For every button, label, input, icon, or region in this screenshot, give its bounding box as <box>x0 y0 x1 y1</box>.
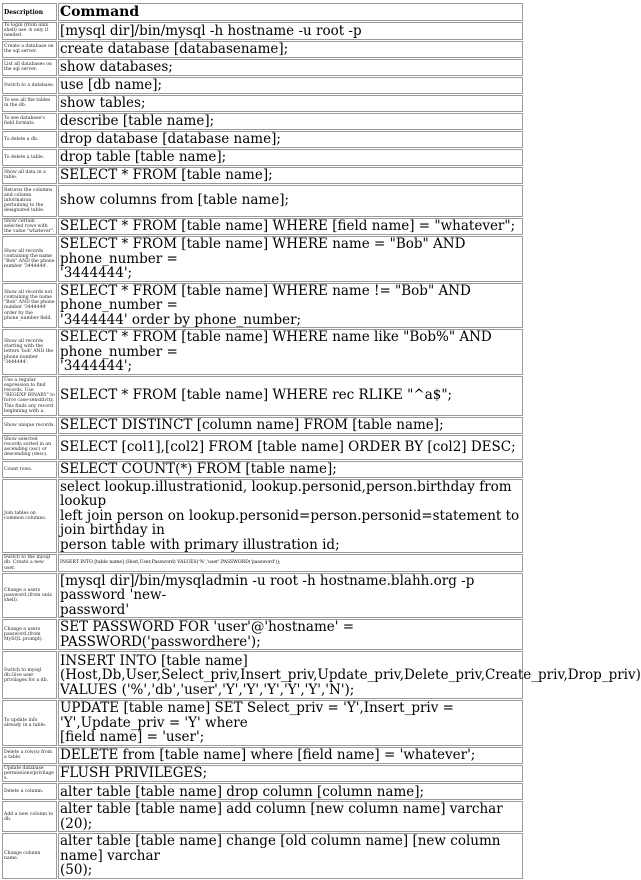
row-description: Change column name. <box>2 833 57 879</box>
row-description: Switch to a database. <box>2 77 57 94</box>
row-command: SELECT * FROM [table name] WHERE name = "Bob" AND phone_number = '3444444'; <box>58 236 523 282</box>
row-description: To see all the tables in the db. <box>2 95 57 112</box>
header-row <box>2 3 523 21</box>
table-row <box>2 801 523 832</box>
row-command: UPDATE [table name] SET Select_priv = 'Y',Insert_priv = 'Y',Update_priv = 'Y' where [field name] = 'user'; <box>58 700 523 746</box>
row-description: To login (from unix shell) use -h only if needed. <box>2 22 57 40</box>
table-row <box>2 77 523 94</box>
table-row <box>2 113 523 130</box>
row-command: DELETE from [table name] where [field name] = 'whatever'; <box>58 747 523 764</box>
table-row <box>2 59 523 76</box>
command-header: Command <box>58 3 523 21</box>
row-command: SELECT DISTINCT [column name] FROM [table name]; <box>58 417 523 434</box>
row-command: SELECT * FROM [table name] WHERE rec RLIKE "^a$"; <box>58 376 523 416</box>
table-row <box>2 95 523 112</box>
table-row <box>2 461 523 478</box>
row-command: INSERT INTO [table name] (Host,User,Password) VALUES('%','user',PASSWORD('password')); <box>58 554 523 572</box>
row-command: SELECT * FROM [table name] WHERE [field name] = "whatever"; <box>58 218 523 236</box>
row-description: Returns the columns and column information pertaining to the designated table. <box>2 185 57 217</box>
row-description: Add a new column to db. <box>2 801 57 832</box>
table-row <box>2 573 523 619</box>
row-command: [mysql dir]/bin/mysql -h hostname -u root -p <box>58 22 523 40</box>
table-row <box>2 435 523 460</box>
row-command: SELECT * FROM [table name]; <box>58 167 523 184</box>
row-description: Change a users password.(from unix shell). <box>2 573 57 619</box>
row-description: Show all data in a table. <box>2 167 57 184</box>
table-row <box>2 167 523 184</box>
row-command: SELECT COUNT(*) FROM [table name]; <box>58 461 523 478</box>
row-command: use [db name]; <box>58 77 523 94</box>
row-command: INSERT INTO [table name] (Host,Db,User,Select_priv,Insert_priv,Update_priv,Delete_priv,Create_priv,Drop_priv) VALUES ('%','db','user','Y','Y','Y','Y','Y','N'); <box>60 652 641 698</box>
table-row <box>2 131 523 148</box>
row-description: Delete a column. <box>2 783 57 800</box>
table-row <box>2 651 523 699</box>
row-command: show tables; <box>58 95 523 112</box>
table-row <box>2 329 523 375</box>
row-description: Show selected records sorted in an ascending (asc) or descending (desc). <box>2 435 57 460</box>
row-description: Show certain selected rows with the value "whatever". <box>2 218 57 236</box>
row-command: show databases; <box>58 59 523 76</box>
row-description: Show unique records. <box>2 417 57 434</box>
row-command: [mysql dir]/bin/mysqladmin -u root -h hostname.blahh.org -p password 'new- password' <box>58 573 523 619</box>
table-row <box>2 783 523 800</box>
row-description: Show all records starting with the letters 'bob' AND the phone number '3444444'. <box>2 329 57 375</box>
row-description: To update info already in a table. <box>2 700 57 746</box>
row-description: Join tables on common columns. <box>2 479 57 554</box>
table-row <box>2 833 523 879</box>
row-description: Delete a row(s) from a table. <box>2 747 57 764</box>
table-row <box>2 619 523 650</box>
table-row <box>2 417 523 434</box>
row-description: Use a regular expression to find records. Use "REGEXP BINARY" to force case-sensitivity. This finds any record beginning with a. <box>2 376 57 416</box>
table-row <box>2 22 523 40</box>
table-row <box>2 747 523 764</box>
row-description: Switch to mysql db.Give user privilages for a db. <box>2 651 57 699</box>
row-command: SELECT [col1],[col2] FROM [table name] ORDER BY [col2] DESC; <box>58 435 523 460</box>
row-description: Update database permissions/privilages. <box>2 765 57 783</box>
row-command: SELECT * FROM [table name] WHERE name != "Bob" AND phone_number = '3444444' order by phone_number; <box>58 283 523 329</box>
table-row <box>2 236 523 282</box>
row-command: SET PASSWORD FOR 'user'@'hostname' = PASSWORD('passwordhere'); <box>58 619 523 650</box>
row-command: drop database [database name]; <box>58 131 523 148</box>
table-row <box>2 283 523 329</box>
row-description: Create a database on the sql server. <box>2 41 57 58</box>
row-description: Switch to the mysql db. Create a new user. <box>2 554 57 572</box>
row-command: drop table [table name]; <box>58 149 523 166</box>
table-row <box>2 149 523 166</box>
row-command: alter table [table name] add column [new column name] varchar (20); <box>58 801 523 832</box>
table-row <box>2 218 523 236</box>
table-row <box>2 700 523 746</box>
row-description: Show all records not containing the name "Bob" AND the phone number '3444444' order by the phone_number field. <box>2 283 57 329</box>
table-row <box>2 765 523 783</box>
description-header: Description <box>2 3 57 21</box>
row-description: Show all records containing the name "Bob" AND the phone number '3444444'. <box>2 236 57 282</box>
table-row <box>2 376 523 416</box>
row-description: To delete a table. <box>2 149 57 166</box>
row-description: Change a users password.(from MySQL prompt). <box>2 619 57 650</box>
row-command: describe [table name]; <box>58 113 523 130</box>
commands-table <box>1 2 641 880</box>
row-description: Count rows. <box>2 461 57 478</box>
row-description: To see database's field formats. <box>2 113 57 130</box>
row-command: show columns from [table name]; <box>58 185 523 217</box>
table-row <box>2 479 523 554</box>
row-description: To delete a db. <box>2 131 57 148</box>
table-body <box>2 22 641 879</box>
row-command: select lookup.illustrationid, lookup.personid,person.birthday from lookup left join person on lookup.personid=person.personid=statement to join birthday in person table with primary illustration id; <box>58 479 523 554</box>
row-description: List all databases on the sql server. <box>2 59 57 76</box>
table-row <box>2 554 523 572</box>
row-command: create database [databasename]; <box>58 41 523 58</box>
row-command: FLUSH PRIVILEGES; <box>58 765 523 783</box>
table-row <box>2 185 523 217</box>
table-row <box>2 41 523 58</box>
row-command: alter table [table name] drop column [column name]; <box>58 783 523 800</box>
row-command: SELECT * FROM [table name] WHERE name like "Bob%" AND phone_number = '3444444'; <box>58 329 523 375</box>
row-command: alter table [table name] change [old column name] [new column name] varchar (50); <box>58 833 523 879</box>
